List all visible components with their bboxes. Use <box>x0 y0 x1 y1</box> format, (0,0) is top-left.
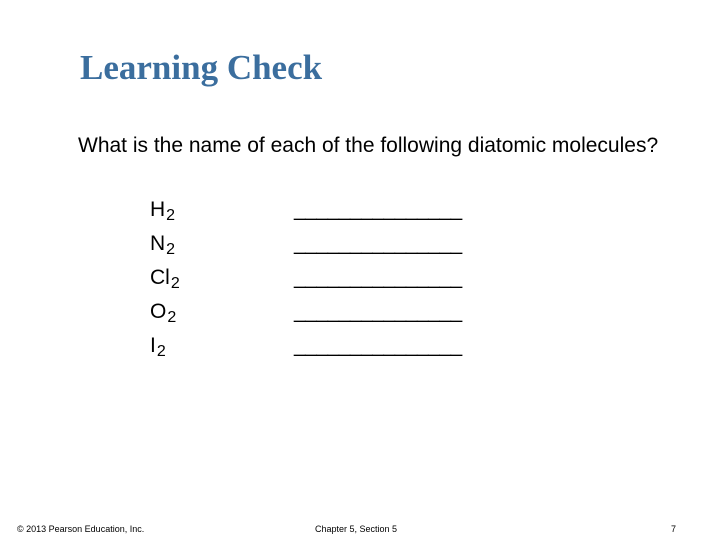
answer-blank: _______________ <box>294 300 462 323</box>
element-symbol: H <box>150 198 166 221</box>
subscript: 2 <box>166 207 176 224</box>
subscript: 2 <box>166 241 176 258</box>
answer-blank: _______________ <box>294 198 462 221</box>
formula-row-o2 <box>0 297 720 331</box>
formula-n2 <box>150 229 175 261</box>
footer-page-number: 7 <box>671 524 677 534</box>
formula-h2 <box>150 195 175 227</box>
formula-i2 <box>150 331 166 363</box>
formula-list <box>0 195 720 365</box>
element-symbol: I <box>150 334 156 357</box>
answer-blank: _______________ <box>294 334 462 357</box>
footer-chapter: Chapter 5, Section 5 <box>315 524 398 534</box>
question-text: What is the name of each of the following diatomic molecules? <box>78 134 659 157</box>
formula-row-h2 <box>0 195 720 229</box>
answer-blank: _______________ <box>294 266 462 289</box>
footer-copyright: © 2013 Pearson Education, Inc. <box>17 524 145 534</box>
answer-blank: _______________ <box>294 232 462 255</box>
formula-row-n2 <box>0 229 720 263</box>
formula-o2 <box>150 297 176 329</box>
slide-title: Learning Check <box>80 48 323 87</box>
subscript: 2 <box>167 309 177 326</box>
subscript: 2 <box>170 275 180 292</box>
element-symbol: O <box>150 300 167 323</box>
subscript: 2 <box>156 343 166 360</box>
element-symbol: Cl <box>150 266 170 289</box>
formula-cl2 <box>150 263 180 295</box>
formula-row-i2 <box>0 331 720 365</box>
formula-row-cl2 <box>0 263 720 297</box>
element-symbol: N <box>150 232 166 255</box>
